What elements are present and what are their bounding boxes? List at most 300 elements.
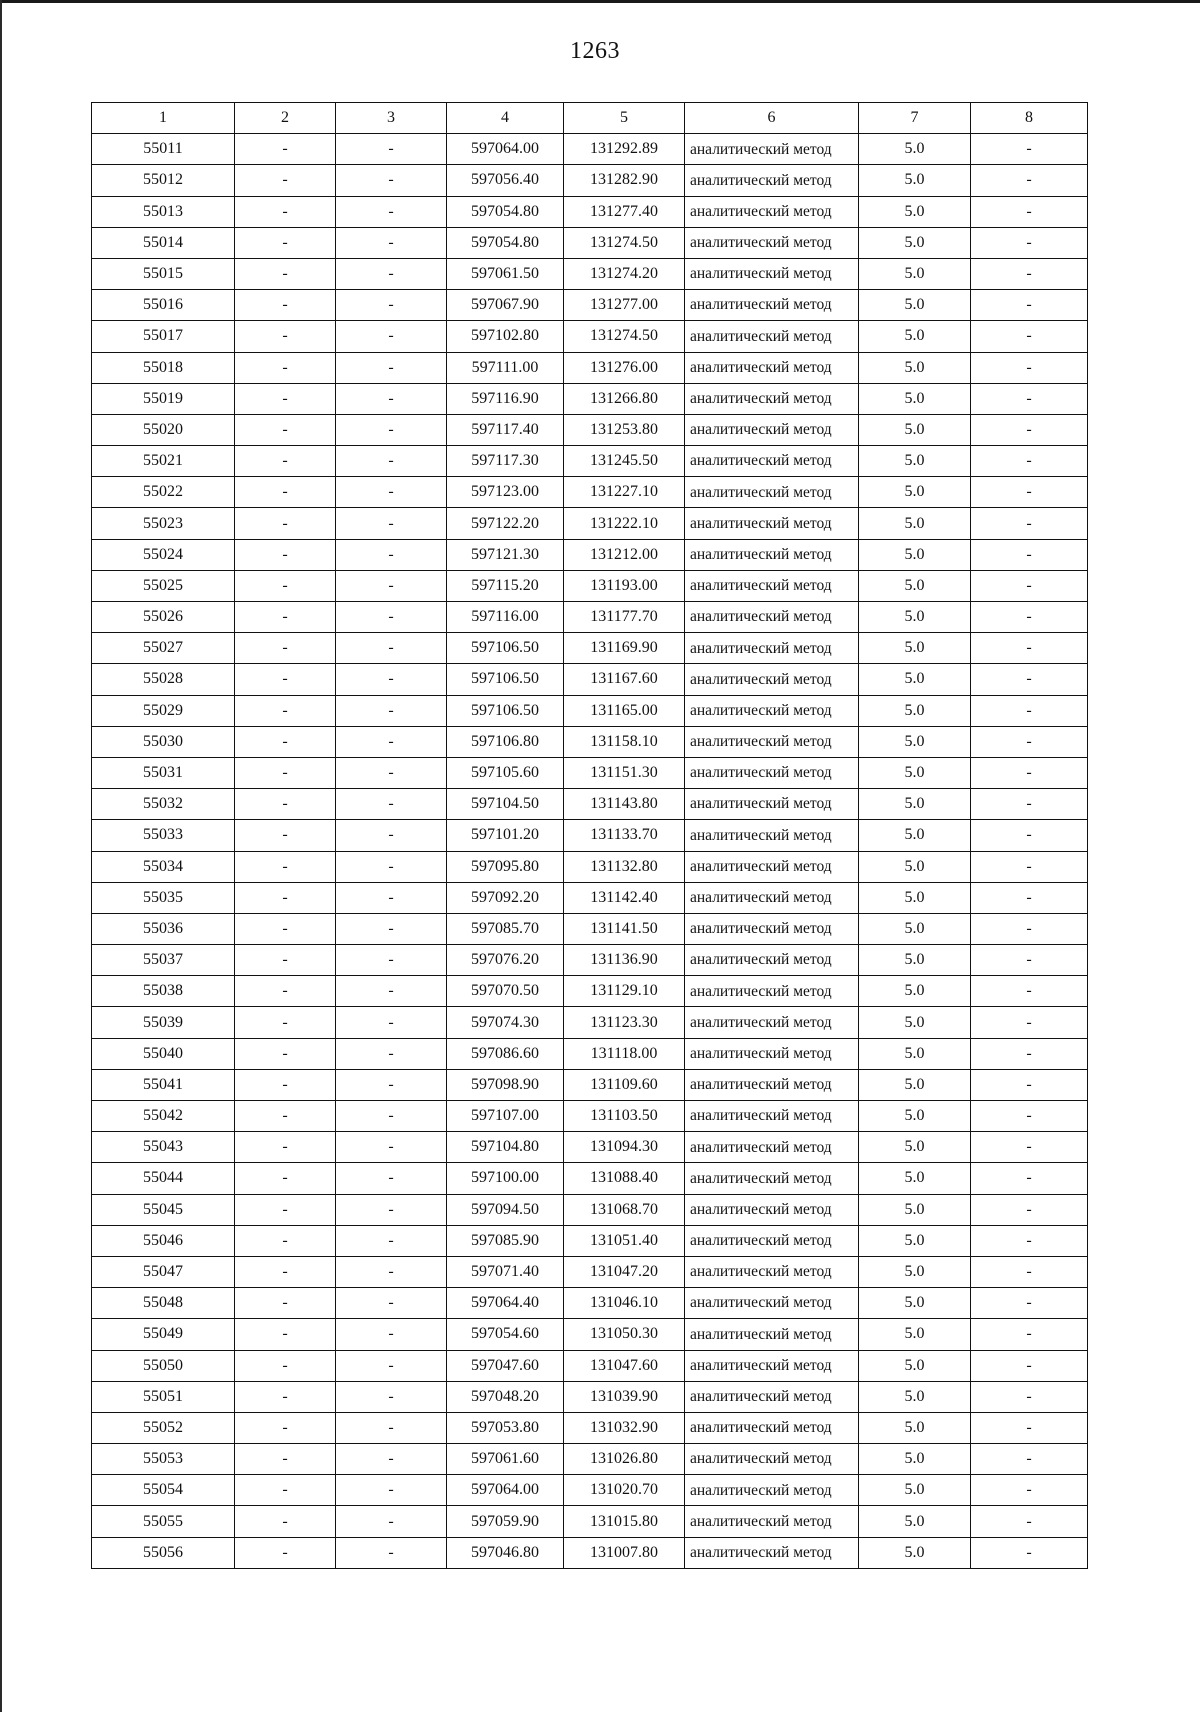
col2-cell: - [235,1194,336,1225]
y-coordinate-cell: 131212.00 [564,539,685,570]
col8-cell: - [971,882,1088,913]
col3-cell: - [336,789,447,820]
col3-cell: - [336,602,447,633]
y-coordinate-cell: 131158.10 [564,726,685,757]
table-row [92,227,1088,258]
col3-cell: - [336,1225,447,1256]
col3-cell: - [336,352,447,383]
accuracy-cell: 5.0 [859,290,971,321]
col8-cell: - [971,695,1088,726]
col2-cell: - [235,1069,336,1100]
col8-cell: - [971,227,1088,258]
y-coordinate-cell: 131039.90 [564,1381,685,1412]
point-number-cell: 55023 [92,508,235,539]
col8-cell: - [971,258,1088,289]
col8-cell: - [971,383,1088,414]
table-row [92,1225,1088,1256]
method-cell: аналитический метод [685,1194,859,1225]
col2-cell: - [235,882,336,913]
accuracy-cell: 5.0 [859,1101,971,1132]
y-coordinate-cell: 131046.10 [564,1288,685,1319]
method-cell: аналитический метод [685,165,859,196]
col2-cell: - [235,1381,336,1412]
point-number-cell: 55032 [92,789,235,820]
table-row [92,570,1088,601]
x-coordinate-cell: 597071.40 [447,1256,564,1287]
y-coordinate-cell: 131047.60 [564,1350,685,1381]
table-row [92,165,1088,196]
col8-cell: - [971,913,1088,944]
col3-cell: - [336,820,447,851]
point-number-cell: 55014 [92,227,235,258]
accuracy-cell: 5.0 [859,539,971,570]
col2-cell: - [235,664,336,695]
method-cell: аналитический метод [685,477,859,508]
accuracy-cell: 5.0 [859,851,971,882]
point-number-cell: 55041 [92,1069,235,1100]
x-coordinate-cell: 597106.50 [447,664,564,695]
column-header: 6 [685,103,859,134]
col3-cell: - [336,165,447,196]
col3-cell: - [336,1506,447,1537]
x-coordinate-cell: 597064.00 [447,134,564,165]
x-coordinate-cell: 597048.20 [447,1381,564,1412]
x-coordinate-cell: 597061.60 [447,1444,564,1475]
accuracy-cell: 5.0 [859,726,971,757]
method-cell: аналитический метод [685,602,859,633]
col2-cell: - [235,695,336,726]
method-cell: аналитический метод [685,258,859,289]
col8-cell: - [971,134,1088,165]
table-row [92,1101,1088,1132]
col3-cell: - [336,695,447,726]
method-cell: аналитический метод [685,1132,859,1163]
x-coordinate-cell: 597054.80 [447,196,564,227]
method-cell: аналитический метод [685,1475,859,1506]
col3-cell: - [336,945,447,976]
col3-cell: - [336,976,447,1007]
y-coordinate-cell: 131141.50 [564,913,685,944]
point-number-cell: 55031 [92,757,235,788]
x-coordinate-cell: 597064.00 [447,1475,564,1506]
table-header-row [92,103,1088,134]
scan-left-edge [0,0,2,1712]
accuracy-cell: 5.0 [859,1007,971,1038]
point-number-cell: 55049 [92,1319,235,1350]
method-cell: аналитический метод [685,1506,859,1537]
y-coordinate-cell: 131253.80 [564,414,685,445]
col8-cell: - [971,1444,1088,1475]
y-coordinate-cell: 131050.30 [564,1319,685,1350]
accuracy-cell: 5.0 [859,258,971,289]
method-cell: аналитический метод [685,820,859,851]
method-cell: аналитический метод [685,726,859,757]
point-number-cell: 55051 [92,1381,235,1412]
col8-cell: - [971,1350,1088,1381]
column-header: 7 [859,103,971,134]
accuracy-cell: 5.0 [859,1444,971,1475]
point-number-cell: 55018 [92,352,235,383]
accuracy-cell: 5.0 [859,976,971,1007]
col3-cell: - [336,290,447,321]
col2-cell: - [235,1444,336,1475]
method-cell: аналитический метод [685,1412,859,1443]
x-coordinate-cell: 597123.00 [447,477,564,508]
x-coordinate-cell: 597095.80 [447,851,564,882]
point-number-cell: 55048 [92,1288,235,1319]
col3-cell: - [336,1412,447,1443]
x-coordinate-cell: 597085.90 [447,1225,564,1256]
col2-cell: - [235,227,336,258]
method-cell: аналитический метод [685,1319,859,1350]
x-coordinate-cell: 597067.90 [447,290,564,321]
table-row [92,1007,1088,1038]
table-row [92,851,1088,882]
col8-cell: - [971,290,1088,321]
col8-cell: - [971,664,1088,695]
y-coordinate-cell: 131277.00 [564,290,685,321]
y-coordinate-cell: 131051.40 [564,1225,685,1256]
col8-cell: - [971,726,1088,757]
col3-cell: - [336,1444,447,1475]
table-row [92,726,1088,757]
x-coordinate-cell: 597064.40 [447,1288,564,1319]
col3-cell: - [336,757,447,788]
point-number-cell: 55036 [92,913,235,944]
table-row [92,258,1088,289]
col3-cell: - [336,1319,447,1350]
table-row [92,539,1088,570]
point-number-cell: 55050 [92,1350,235,1381]
y-coordinate-cell: 131132.80 [564,851,685,882]
x-coordinate-cell: 597059.90 [447,1506,564,1537]
point-number-cell: 55017 [92,321,235,352]
col8-cell: - [971,165,1088,196]
y-coordinate-cell: 131274.50 [564,321,685,352]
x-coordinate-cell: 597106.80 [447,726,564,757]
y-coordinate-cell: 131123.30 [564,1007,685,1038]
y-coordinate-cell: 131177.70 [564,602,685,633]
x-coordinate-cell: 597115.20 [447,570,564,601]
y-coordinate-cell: 131068.70 [564,1194,685,1225]
y-coordinate-cell: 131292.89 [564,134,685,165]
y-coordinate-cell: 131088.40 [564,1163,685,1194]
point-number-cell: 55054 [92,1475,235,1506]
col8-cell: - [971,1163,1088,1194]
accuracy-cell: 5.0 [859,1412,971,1443]
col8-cell: - [971,1132,1088,1163]
col3-cell: - [336,882,447,913]
table-row [92,882,1088,913]
col2-cell: - [235,1319,336,1350]
col8-cell: - [971,1288,1088,1319]
accuracy-cell: 5.0 [859,913,971,944]
col3-cell: - [336,1007,447,1038]
x-coordinate-cell: 597122.20 [447,508,564,539]
method-cell: аналитический метод [685,1101,859,1132]
method-cell: аналитический метод [685,539,859,570]
accuracy-cell: 5.0 [859,352,971,383]
col2-cell: - [235,258,336,289]
col8-cell: - [971,414,1088,445]
col2-cell: - [235,1038,336,1069]
method-cell: аналитический метод [685,446,859,477]
col2-cell: - [235,414,336,445]
method-cell: аналитический метод [685,227,859,258]
table-row [92,196,1088,227]
col2-cell: - [235,477,336,508]
method-cell: аналитический метод [685,664,859,695]
y-coordinate-cell: 131103.50 [564,1101,685,1132]
accuracy-cell: 5.0 [859,446,971,477]
col8-cell: - [971,633,1088,664]
point-number-cell: 55044 [92,1163,235,1194]
x-coordinate-cell: 597094.50 [447,1194,564,1225]
col8-cell: - [971,1225,1088,1256]
y-coordinate-cell: 131169.90 [564,633,685,664]
table-row [92,664,1088,695]
col2-cell: - [235,820,336,851]
col2-cell: - [235,290,336,321]
col2-cell: - [235,1412,336,1443]
col3-cell: - [336,321,447,352]
point-number-cell: 55024 [92,539,235,570]
col2-cell: - [235,633,336,664]
col3-cell: - [336,196,447,227]
point-number-cell: 55042 [92,1101,235,1132]
y-coordinate-cell: 131282.90 [564,165,685,196]
method-cell: аналитический метод [685,695,859,726]
method-cell: аналитический метод [685,882,859,913]
col3-cell: - [336,633,447,664]
point-number-cell: 55019 [92,383,235,414]
point-number-cell: 55045 [92,1194,235,1225]
method-cell: аналитический метод [685,1069,859,1100]
x-coordinate-cell: 597106.50 [447,695,564,726]
x-coordinate-cell: 597098.90 [447,1069,564,1100]
col2-cell: - [235,602,336,633]
method-cell: аналитический метод [685,1537,859,1568]
method-cell: аналитический метод [685,352,859,383]
col2-cell: - [235,446,336,477]
col8-cell: - [971,508,1088,539]
x-coordinate-cell: 597107.00 [447,1101,564,1132]
scan-top-edge [0,0,1200,3]
method-cell: аналитический метод [685,196,859,227]
y-coordinate-cell: 131165.00 [564,695,685,726]
accuracy-cell: 5.0 [859,414,971,445]
col2-cell: - [235,508,336,539]
accuracy-cell: 5.0 [859,820,971,851]
point-number-cell: 55039 [92,1007,235,1038]
col3-cell: - [336,1038,447,1069]
col3-cell: - [336,1101,447,1132]
col8-cell: - [971,1038,1088,1069]
x-coordinate-cell: 597047.60 [447,1350,564,1381]
x-coordinate-cell: 597116.00 [447,602,564,633]
y-coordinate-cell: 131277.40 [564,196,685,227]
y-coordinate-cell: 131047.20 [564,1256,685,1287]
table-row [92,1069,1088,1100]
y-coordinate-cell: 131032.90 [564,1412,685,1443]
col8-cell: - [971,602,1088,633]
table-row [92,1038,1088,1069]
col2-cell: - [235,1288,336,1319]
method-cell: аналитический метод [685,1007,859,1038]
col3-cell: - [336,227,447,258]
y-coordinate-cell: 131136.90 [564,945,685,976]
y-coordinate-cell: 131007.80 [564,1537,685,1568]
point-number-cell: 55011 [92,134,235,165]
col8-cell: - [971,1506,1088,1537]
y-coordinate-cell: 131026.80 [564,1444,685,1475]
point-number-cell: 55021 [92,446,235,477]
col8-cell: - [971,570,1088,601]
col3-cell: - [336,851,447,882]
point-number-cell: 55034 [92,851,235,882]
point-number-cell: 55027 [92,633,235,664]
method-cell: аналитический метод [685,508,859,539]
point-number-cell: 55047 [92,1256,235,1287]
y-coordinate-cell: 131143.80 [564,789,685,820]
col8-cell: - [971,321,1088,352]
table-row [92,1537,1088,1568]
point-number-cell: 55015 [92,258,235,289]
x-coordinate-cell: 597053.80 [447,1412,564,1443]
col2-cell: - [235,1163,336,1194]
col8-cell: - [971,945,1088,976]
table-row [92,1350,1088,1381]
x-coordinate-cell: 597070.50 [447,976,564,1007]
accuracy-cell: 5.0 [859,1069,971,1100]
accuracy-cell: 5.0 [859,1256,971,1287]
coordinates-table [91,102,1088,1569]
col8-cell: - [971,757,1088,788]
y-coordinate-cell: 131020.70 [564,1475,685,1506]
col2-cell: - [235,539,336,570]
accuracy-cell: 5.0 [859,321,971,352]
col3-cell: - [336,134,447,165]
accuracy-cell: 5.0 [859,1381,971,1412]
method-cell: аналитический метод [685,383,859,414]
method-cell: аналитический метод [685,1381,859,1412]
column-header: 2 [235,103,336,134]
col8-cell: - [971,1256,1088,1287]
y-coordinate-cell: 131015.80 [564,1506,685,1537]
col3-cell: - [336,383,447,414]
col3-cell: - [336,1475,447,1506]
y-coordinate-cell: 131129.10 [564,976,685,1007]
accuracy-cell: 5.0 [859,1163,971,1194]
accuracy-cell: 5.0 [859,1350,971,1381]
table-row [92,446,1088,477]
x-coordinate-cell: 597056.40 [447,165,564,196]
col3-cell: - [336,1132,447,1163]
point-number-cell: 55046 [92,1225,235,1256]
col2-cell: - [235,1132,336,1163]
col8-cell: - [971,851,1088,882]
col8-cell: - [971,820,1088,851]
table-row [92,1288,1088,1319]
method-cell: аналитический метод [685,757,859,788]
col3-cell: - [336,1350,447,1381]
table-row [92,1412,1088,1443]
point-number-cell: 55053 [92,1444,235,1475]
col8-cell: - [971,477,1088,508]
table-row [92,1475,1088,1506]
table-row [92,1444,1088,1475]
accuracy-cell: 5.0 [859,664,971,695]
accuracy-cell: 5.0 [859,477,971,508]
point-number-cell: 55029 [92,695,235,726]
col3-cell: - [336,1194,447,1225]
point-number-cell: 55020 [92,414,235,445]
method-cell: аналитический метод [685,633,859,664]
table-row [92,1256,1088,1287]
col3-cell: - [336,664,447,695]
x-coordinate-cell: 597102.80 [447,321,564,352]
y-coordinate-cell: 131118.00 [564,1038,685,1069]
accuracy-cell: 5.0 [859,1475,971,1506]
col8-cell: - [971,352,1088,383]
col2-cell: - [235,1350,336,1381]
table-row [92,633,1088,664]
table-row [92,352,1088,383]
point-number-cell: 55037 [92,945,235,976]
table-row [92,321,1088,352]
point-number-cell: 55013 [92,196,235,227]
col2-cell: - [235,976,336,1007]
accuracy-cell: 5.0 [859,1319,971,1350]
page-number: 1263 [570,38,620,64]
point-number-cell: 55026 [92,602,235,633]
col3-cell: - [336,726,447,757]
y-coordinate-cell: 131094.30 [564,1132,685,1163]
table-row [92,1319,1088,1350]
col3-cell: - [336,508,447,539]
method-cell: аналитический метод [685,570,859,601]
method-cell: аналитический метод [685,321,859,352]
x-coordinate-cell: 597117.40 [447,414,564,445]
y-coordinate-cell: 131245.50 [564,446,685,477]
col3-cell: - [336,446,447,477]
x-coordinate-cell: 597092.20 [447,882,564,913]
col8-cell: - [971,539,1088,570]
col8-cell: - [971,1381,1088,1412]
column-header: 4 [447,103,564,134]
table-row [92,508,1088,539]
accuracy-cell: 5.0 [859,1132,971,1163]
table-body [92,134,1088,1569]
col8-cell: - [971,1069,1088,1100]
accuracy-cell: 5.0 [859,789,971,820]
col8-cell: - [971,789,1088,820]
method-cell: аналитический метод [685,1225,859,1256]
table-row [92,290,1088,321]
y-coordinate-cell: 131193.00 [564,570,685,601]
accuracy-cell: 5.0 [859,383,971,414]
method-cell: аналитический метод [685,789,859,820]
x-coordinate-cell: 597074.30 [447,1007,564,1038]
point-number-cell: 55038 [92,976,235,1007]
x-coordinate-cell: 597085.70 [447,913,564,944]
col3-cell: - [336,570,447,601]
accuracy-cell: 5.0 [859,1225,971,1256]
col2-cell: - [235,165,336,196]
method-cell: аналитический метод [685,851,859,882]
table-row [92,789,1088,820]
point-number-cell: 55035 [92,882,235,913]
